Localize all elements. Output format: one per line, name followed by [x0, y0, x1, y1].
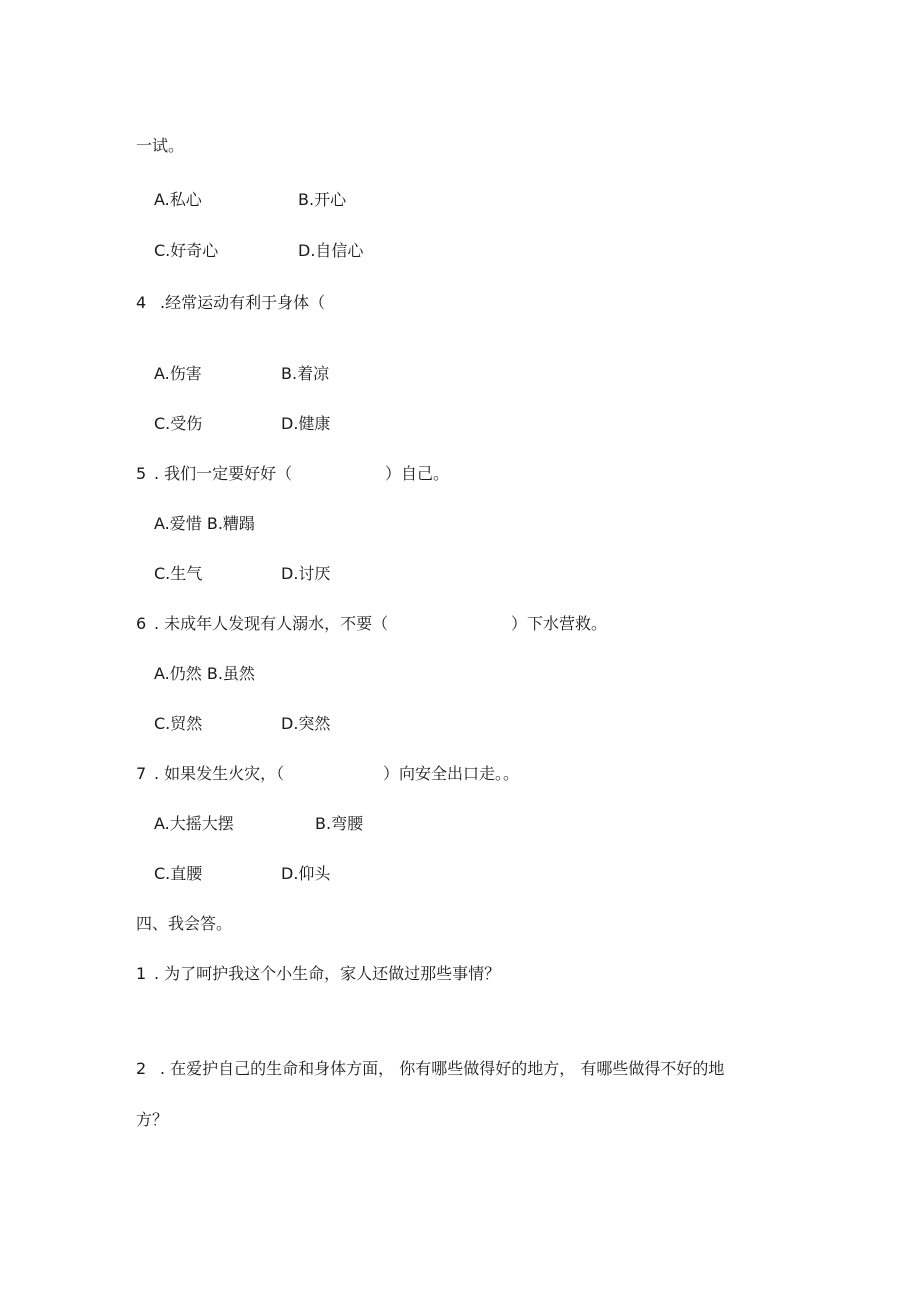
q5-option-d: D.讨厌: [281, 564, 331, 583]
q3-option-a: A.私心: [154, 190, 202, 209]
s4-q2-number: 2: [136, 1059, 147, 1078]
q7-option-a: A.大摇大摆: [154, 814, 234, 833]
q5-number: 5: [136, 464, 147, 483]
q6-option-d: D.突然: [281, 714, 331, 733]
q7-stem-after: ）向安全出口走。。: [383, 764, 520, 783]
q4-option-c: C.受伤: [154, 414, 203, 433]
q3-option-b: B.开心: [298, 190, 347, 209]
q6-option-ab: A.仍然 B.虽然: [154, 664, 255, 683]
q7-option-c: C.直腰: [154, 864, 203, 883]
q7-option-b: B.弯腰: [315, 814, 364, 833]
q4-option-a: A.伤害: [154, 364, 202, 383]
q5-option-c: C.生气: [154, 564, 203, 583]
q5-stem-before: . 我们一定要好好（: [154, 464, 293, 483]
q4-number: 4: [136, 293, 147, 312]
s4-q1-text: . 为了呵护我这个小生命，家人还做过那些事情？: [154, 964, 501, 983]
q6-stem-before: . 未成年人发现有人溺水，不要（: [154, 614, 389, 633]
s4-q2-text: . 在爱护自己的生命和身体方面， 你有哪些做得好的地方， 有哪些做得不好的地: [160, 1059, 725, 1078]
q5-stem-after: ）自己。: [385, 464, 450, 483]
q4-option-b: B.着凉: [281, 364, 330, 383]
q6-number: 6: [136, 614, 147, 633]
q5-option-ab: A.爱惜 B.糟蹋: [154, 514, 255, 533]
q3-option-d: D.自信心: [298, 241, 364, 260]
q4-stem: .经常运动有利于身体（: [160, 293, 326, 312]
q6-option-c: C.贸然: [154, 714, 203, 733]
s4-q2-text-continued: 方？: [136, 1110, 169, 1129]
q4-option-d: D.健康: [281, 414, 331, 433]
q7-stem-before: . 如果发生火灾，（: [154, 764, 285, 783]
q6-stem-after: ）下水营救。: [511, 614, 608, 633]
q7-number: 7: [136, 764, 147, 783]
question-3-stem-tail: 一试。: [136, 136, 185, 155]
section-4-title: 四、我会答。: [136, 914, 233, 933]
s4-q1-number: 1: [136, 964, 147, 983]
q7-option-d: D.仰头: [281, 864, 331, 883]
q3-option-c: C.好奇心: [154, 241, 219, 260]
